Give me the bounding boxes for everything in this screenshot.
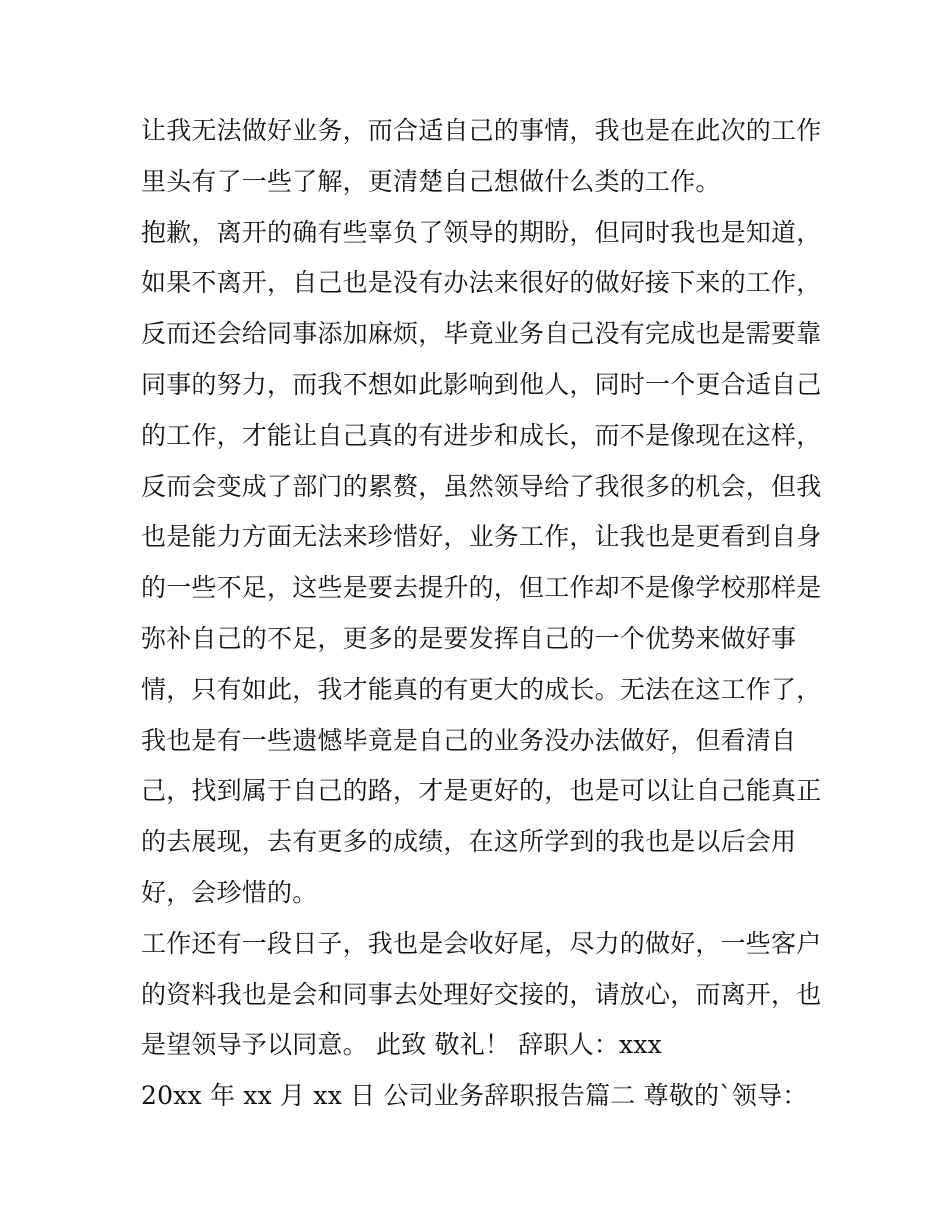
text-line: 让我无法做好业务，而合适自己的事情，我也是在此次的工作 [141, 116, 822, 145]
text-line: 反而还会给同事添加麻烦，毕竟业务自己没有完成也是需要靠 [141, 319, 822, 349]
text-line: 好，会珍惜的。 [141, 877, 318, 907]
text-line: 如果不离开，自己也是没有办法来很好的做好接下来的工作， [141, 268, 822, 298]
text-line: 己，找到属于自己的路，才是更好的，也是可以让自己能真正 [141, 776, 822, 806]
text-line: 也是能力方面无法来珍惜好，业务工作，让我也是更看到自身 [141, 522, 822, 552]
document-body [141, 106, 821, 1122]
text-line: 的一些不足，这些是要去提升的，但工作却不是像学校那样是 [141, 573, 822, 603]
text-line: 情，只有如此，我才能真的有更大的成长。无法在这工作了， [141, 674, 822, 704]
text-line: 弥补自己的不足，更多的是要发挥自己的一个优势来做好事 [141, 623, 797, 653]
text-line: 里头有了一些了解，更清楚自己想做什么类的工作。 [141, 166, 721, 196]
text-line: 反而会变成了部门的累赘，虽然领导给了我很多的机会，但我 [141, 471, 822, 501]
text-line: 我也是有一些遗憾毕竟是自己的业务没办法做好，但看清自 [141, 725, 797, 755]
text-line: 的去展现，去有更多的成绩，在这所学到的我也是以后会用 [141, 827, 797, 857]
text-line: 工作还有一段日子，我也是会收好尾，尽力的做好，一些客户 [141, 928, 822, 958]
text-line: 的工作，才能让自己真的有进步和成长，而不是像现在这样， [141, 420, 822, 450]
text-line: 的资料我也是会和同事去处理好交接的，请放心，而离开，也 [141, 979, 822, 1009]
text-line: 抱歉，离开的确有些辜负了领导的期盼，但同时我也是知道， [141, 217, 822, 247]
text-line: 同事的努力，而我不想如此影响到他人，同时一个更合适自己 [141, 369, 822, 399]
text-line: 20xx 年 xx 月 xx 日 公司业务辞职报告篇二 尊敬的`领导： [141, 1081, 808, 1111]
text-line: 是望领导予以同意。 此致 敬礼！ 辞职人：xxx [141, 1030, 662, 1060]
